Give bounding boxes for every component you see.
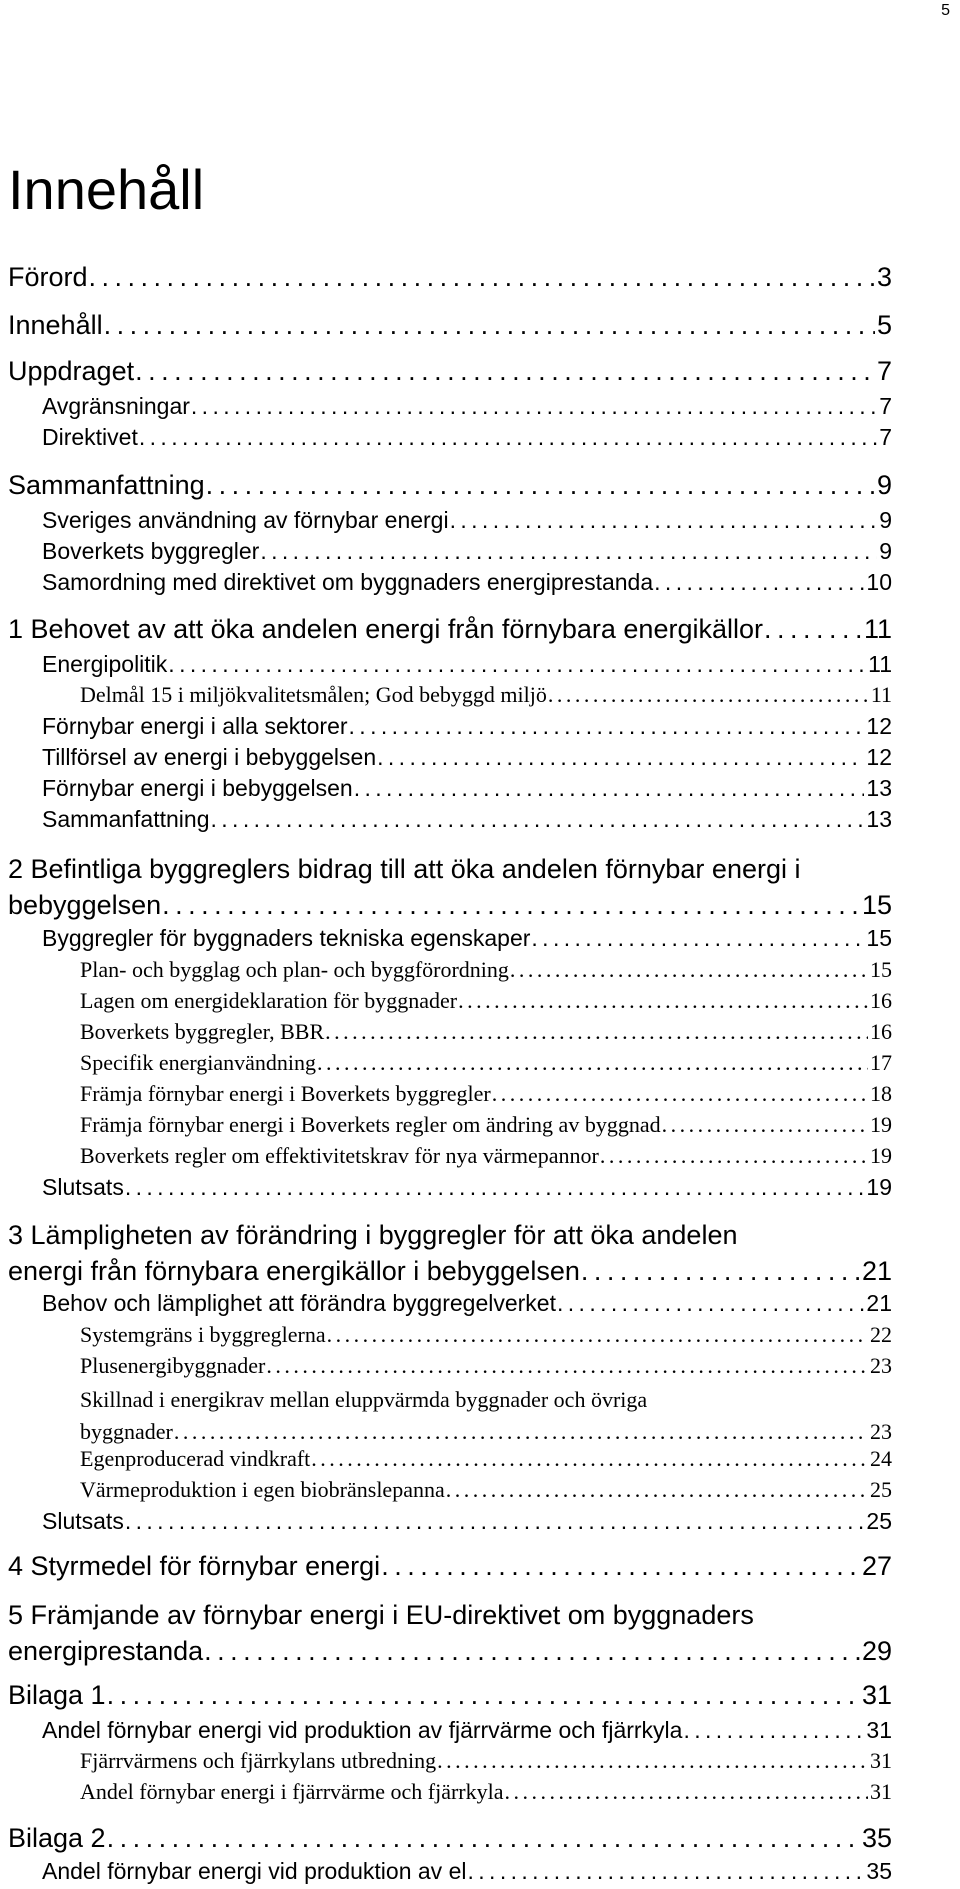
toc-page-number: 10	[866, 569, 892, 595]
toc-entry-chapter-3[interactable]	[8, 1217, 892, 1289]
toc-entry-avgransningar[interactable]	[42, 393, 892, 420]
toc-entry-label: Delmål 15 i miljökvalitetsmålen; God bebyggd miljö	[80, 682, 547, 707]
toc-page-number: 22	[870, 1322, 892, 1347]
toc-entry-systemgrans[interactable]	[80, 1322, 892, 1348]
toc-entry-label: Sveriges användning av förnybar energi	[42, 507, 449, 533]
toc-page-number: 9	[879, 507, 892, 533]
dot-leader	[683, 1717, 864, 1744]
toc-entry-framja-andring[interactable]	[80, 1112, 892, 1138]
dot-leader	[437, 1748, 868, 1774]
toc-page-number: 11	[870, 682, 892, 707]
toc-entry-sveriges-anvandning[interactable]	[42, 507, 892, 534]
toc-entry-skillnad-energikrav[interactable]	[80, 1384, 892, 1448]
dot-leader	[381, 1551, 860, 1582]
toc-entry-label: Slutsats	[42, 1174, 124, 1200]
toc-entry-label: Slutsats	[42, 1508, 124, 1534]
toc-page-number: 23	[870, 1419, 892, 1444]
toc-entry-label: Systemgräns i byggreglerna	[80, 1322, 326, 1347]
dot-leader	[450, 507, 878, 534]
toc-page-number: 31	[866, 1717, 892, 1743]
toc-page-number: 7	[876, 356, 892, 386]
dot-leader	[531, 925, 864, 952]
toc-entry-label: Skillnad i energikrav mellan eluppvärmda byggnader och övriga	[80, 1387, 648, 1412]
toc-entry-label: Plusenergibyggnader	[80, 1353, 266, 1378]
toc-entry-varmepannor[interactable]	[80, 1143, 892, 1169]
toc-entry-label: Plan- och bygglag och plan- och byggförordning	[80, 957, 509, 982]
toc-page-number: 19	[870, 1143, 892, 1168]
toc-page-number: 25	[870, 1477, 892, 1502]
toc-page-number: 11	[863, 614, 892, 644]
toc-entry-label: Andel förnybar energi vid produktion av el	[42, 1858, 467, 1884]
toc-entry-fornybar-bebyggelsen[interactable]	[42, 775, 892, 802]
toc-page-number: 19	[870, 1112, 892, 1137]
dot-leader	[764, 614, 862, 645]
toc-page-number: 35	[861, 1823, 892, 1853]
toc-page-number: 11	[868, 651, 892, 677]
toc-entry-label: Samordning med direktivet om byggnaders energiprestanda	[42, 569, 654, 595]
toc-entry-slutsats-2[interactable]	[42, 1174, 892, 1201]
toc-entry-label-cont: bebyggelsen	[8, 890, 162, 920]
toc-entry-label-cont: byggnader	[80, 1419, 173, 1444]
toc-page-number: 31	[870, 1779, 892, 1804]
toc-entry-label: Förord	[8, 262, 88, 292]
toc-entry-bilaga-2[interactable]	[8, 1823, 892, 1854]
toc-entry-label: Andel förnybar energi vid produktion av fjärrvärme och fjärrkyla	[42, 1717, 683, 1743]
dot-leader	[349, 713, 865, 740]
dot-leader	[548, 682, 869, 708]
toc-page-number: 25	[866, 1508, 892, 1534]
toc-entry-label: Värmeproduktion i egen biobränslepanna	[80, 1477, 445, 1502]
page-title: Innehåll	[8, 158, 205, 221]
toc-page-number: 21	[866, 1290, 892, 1316]
dot-leader	[135, 356, 875, 387]
toc-entry-label: Sammanfattning	[8, 470, 205, 500]
toc-entry-label: Förnybar energi i bebyggelsen	[42, 775, 353, 801]
toc-entry-fjarrvarme-utbredning[interactable]	[80, 1748, 892, 1774]
toc-entry-label: Specifik energianvändning	[80, 1050, 317, 1075]
toc-entry-bilaga-1[interactable]	[8, 1680, 892, 1711]
toc-page-number: 24	[870, 1446, 892, 1471]
toc-entry-line2	[8, 1633, 892, 1669]
toc-entry-energideklaration[interactable]	[80, 988, 892, 1014]
toc-entry-label: 4 Styrmedel för förnybar energi	[8, 1551, 381, 1581]
toc-entry-andel-fjarrvarme[interactable]	[42, 1717, 892, 1744]
toc-entry-label: 3 Lämpligheten av förändring i byggregler för att öka andelen	[8, 1220, 738, 1250]
toc-page-number: 29	[861, 1636, 892, 1666]
toc-entry-label: Innehåll	[8, 310, 103, 340]
dot-leader	[505, 1779, 868, 1805]
toc-page-number: 15	[870, 957, 892, 982]
dot-leader	[377, 744, 864, 771]
toc-entry-boverkets-byggregler[interactable]	[42, 538, 892, 565]
dot-leader	[204, 1633, 860, 1669]
toc-page-number: 35	[866, 1858, 892, 1884]
toc-page-number: 15	[866, 925, 892, 951]
dot-leader	[260, 538, 877, 565]
toc-entry-uppdraget[interactable]	[8, 356, 892, 387]
toc-page-number: 15	[861, 890, 892, 920]
toc-entry-forord[interactable]	[8, 262, 892, 293]
toc-entry-label: Lagen om energideklaration för byggnader	[80, 988, 458, 1013]
toc-page-number: 13	[866, 775, 892, 801]
dot-leader	[107, 1680, 860, 1711]
toc-entry-label-cont: energi från förnybara energikällor i bebyggelsen	[8, 1256, 580, 1286]
toc-entry-samordning[interactable]	[42, 569, 892, 596]
toc-entry-innehall[interactable]	[8, 310, 892, 341]
dot-leader	[446, 1477, 868, 1503]
toc-entry-label: Främja förnybar energi i Boverkets regler om ändring av byggnad	[80, 1112, 661, 1137]
toc-entry-label: Bilaga 2	[8, 1823, 106, 1853]
toc-entry-direktivet[interactable]	[42, 424, 892, 451]
toc-entry-label: Sammanfattning	[42, 806, 210, 832]
dot-leader	[510, 957, 868, 983]
toc-page-number: 5	[876, 310, 892, 340]
toc-entry-line2	[80, 1416, 892, 1448]
toc-page-number: 7	[879, 424, 892, 450]
dot-leader	[174, 1416, 868, 1448]
dot-leader	[662, 1112, 868, 1138]
toc-entry-label: Bilaga 1	[8, 1680, 106, 1710]
toc-page-number: 23	[870, 1353, 892, 1378]
dot-leader	[107, 1823, 860, 1854]
toc-entry-label: Andel förnybar energi i fjärrvärme och fjärrkyla	[80, 1779, 504, 1804]
toc-entry-label: Tillförsel av energi i bebyggelsen	[42, 744, 377, 770]
toc-entry-label: Främja förnybar energi i Boverkets byggregler	[80, 1081, 491, 1106]
toc-entry-label: Egenproducerad vindkraft	[80, 1446, 311, 1471]
dot-leader	[191, 393, 877, 420]
toc-entry-sammanfattning[interactable]	[8, 470, 892, 501]
dot-leader	[354, 775, 865, 802]
toc-entry-label-cont: energiprestanda	[8, 1636, 204, 1666]
dot-leader	[557, 1290, 864, 1317]
toc-entry-tillforsel[interactable]	[42, 744, 892, 771]
dot-leader	[89, 262, 875, 293]
dot-leader	[104, 310, 875, 341]
dot-leader	[492, 1081, 868, 1107]
toc-entry-andel-el[interactable]	[42, 1858, 892, 1885]
toc-entry-chapter-4[interactable]	[8, 1551, 892, 1582]
toc-page-number: 19	[866, 1174, 892, 1200]
toc-entry-label: Uppdraget	[8, 356, 135, 386]
toc-entry-label: Boverkets byggregler	[42, 538, 260, 564]
dot-leader	[168, 651, 866, 678]
toc-page-number: 7	[879, 393, 892, 419]
dot-leader	[162, 887, 860, 923]
toc-page-number: 18	[870, 1081, 892, 1106]
toc-entry-label: Fjärrvärmens och fjärrkylans utbredning	[80, 1748, 437, 1773]
toc-entry-byggregler-tekniska[interactable]	[42, 925, 892, 952]
toc-page-number: 12	[866, 744, 892, 770]
toc-entry-label: Behov och lämplighet att förändra byggregelverket	[42, 1290, 556, 1316]
toc-entry-slutsats-3[interactable]	[42, 1508, 892, 1535]
toc-entry-vindkraft[interactable]	[80, 1446, 892, 1472]
toc-entry-energipolitik[interactable]	[42, 651, 892, 678]
toc-page-number: 16	[870, 988, 892, 1013]
toc-entry-sammanfattning-1[interactable]	[42, 806, 892, 833]
dot-leader	[206, 470, 875, 501]
dot-leader	[311, 1446, 868, 1472]
toc-page-number: 12	[866, 713, 892, 739]
toc-entry-label: Avgränsningar	[42, 393, 190, 419]
dot-leader	[581, 1253, 860, 1289]
toc-page-number: 31	[870, 1748, 892, 1773]
toc-entry-behov-lamplighet[interactable]	[42, 1290, 892, 1317]
dot-leader	[600, 1143, 868, 1169]
dot-leader	[327, 1322, 868, 1348]
toc-entry-fornybar-alla-sektorer[interactable]	[42, 713, 892, 740]
toc-page-number: 16	[870, 1019, 892, 1044]
toc-entry-chapter-2[interactable]	[8, 851, 892, 923]
dot-leader	[467, 1858, 864, 1885]
toc-page-number: 3	[876, 262, 892, 292]
dot-leader	[266, 1353, 868, 1379]
toc-entry-chapter-1[interactable]	[8, 614, 892, 645]
toc-entry-bbr[interactable]	[80, 1019, 892, 1045]
toc-entry-specifik-energi[interactable]	[80, 1050, 892, 1076]
toc-entry-plusenergi[interactable]	[80, 1353, 892, 1379]
toc-entry-line2	[8, 1253, 892, 1289]
toc-page-number: 9	[876, 470, 892, 500]
dot-leader	[325, 1019, 868, 1045]
dot-leader	[317, 1050, 868, 1076]
toc-entry-chapter-5[interactable]	[8, 1597, 892, 1669]
toc-entry-label: 2 Befintliga byggreglers bidrag till att öka andelen förnybar energi i	[8, 854, 801, 884]
dot-leader	[125, 1508, 865, 1535]
toc-entry-label: Byggregler för byggnaders tekniska egenskaper	[42, 925, 531, 951]
dot-leader	[654, 569, 864, 596]
toc-page-number: 17	[870, 1050, 892, 1075]
toc-entry-label: Energipolitik	[42, 651, 168, 677]
toc-entry-framja-bbr[interactable]	[80, 1081, 892, 1107]
toc-entry-delmal-15[interactable]	[80, 682, 892, 708]
dot-leader	[139, 424, 877, 451]
toc-page-number: 21	[861, 1256, 892, 1286]
dot-leader	[458, 988, 868, 1014]
toc-entry-label: Boverkets byggregler, BBR	[80, 1019, 325, 1044]
toc-page-number: 9	[879, 538, 892, 564]
dot-leader	[210, 806, 864, 833]
toc-page-number: 27	[861, 1551, 892, 1581]
toc-entry-biobranslepanna[interactable]	[80, 1477, 892, 1503]
toc-entry-andel-fjarrvarme-fjarrkyla[interactable]	[80, 1779, 892, 1805]
toc-entry-label: Förnybar energi i alla sektorer	[42, 713, 348, 739]
toc-page-number: 13	[866, 806, 892, 832]
toc-entry-label: Direktivet	[42, 424, 138, 450]
page-number: 5	[941, 2, 950, 19]
toc-page-number: 31	[861, 1680, 892, 1710]
toc-entry-label: 1 Behovet av att öka andelen energi från förnybara energikällor	[8, 614, 763, 644]
dot-leader	[125, 1174, 865, 1201]
toc-entry-line2	[8, 887, 892, 923]
toc-entry-plan-och-bygglag[interactable]	[80, 957, 892, 983]
toc-entry-label: Boverkets regler om effektivitetskrav för nya värmepannor	[80, 1143, 599, 1168]
toc-entry-label: 5 Främjande av förnybar energi i EU-direktivet om byggnaders	[8, 1600, 754, 1630]
